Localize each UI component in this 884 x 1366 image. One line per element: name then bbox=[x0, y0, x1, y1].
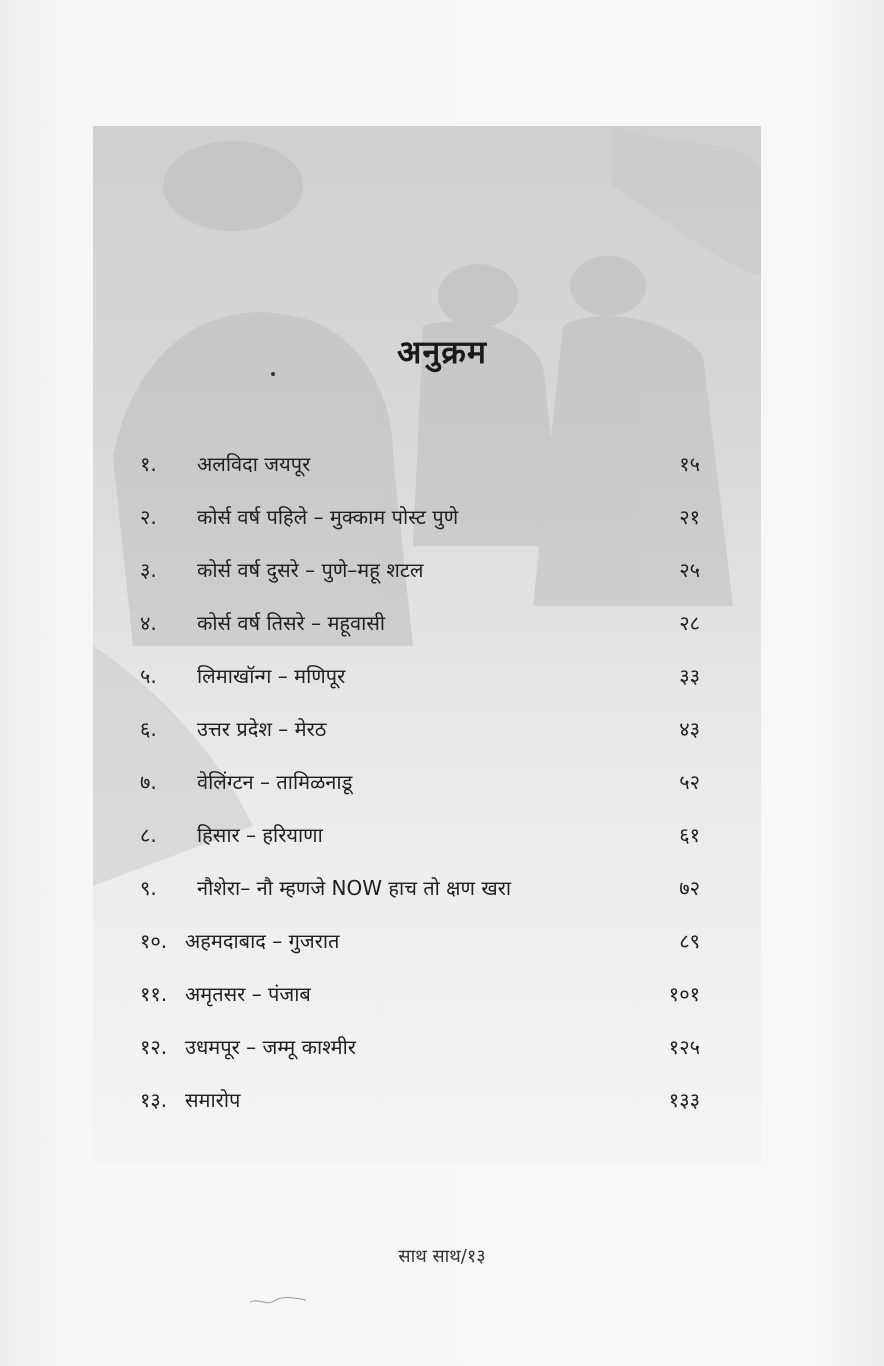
toc-row bbox=[140, 768, 700, 808]
page-number: १५ bbox=[679, 452, 700, 476]
toc-row bbox=[140, 927, 700, 967]
chapter-title: कोर्स वर्ष पहिले – मुक्काम पोस्ट पुणे bbox=[197, 505, 459, 529]
chapter-title: अहमदाबाद – गुजरात bbox=[185, 929, 340, 953]
chapter-number: १. bbox=[140, 452, 157, 476]
chapter-title: कोर्स वर्ष दुसरे – पुणे–महू शटल bbox=[197, 558, 424, 582]
chapter-title: लिमाखॉन्ग – मणिपूर bbox=[197, 664, 346, 688]
chapter-title: नौशेरा– नौ म्हणजे NOW हाच तो क्षण खरा bbox=[197, 876, 512, 900]
toc-row bbox=[140, 450, 700, 490]
toc-row bbox=[140, 715, 700, 755]
chapter-number: ८. bbox=[140, 823, 157, 847]
ink-dot bbox=[271, 372, 275, 376]
page-number: ५२ bbox=[679, 770, 700, 794]
toc-row bbox=[140, 821, 700, 861]
chapter-number: १२. bbox=[140, 1035, 168, 1059]
page-number: २१ bbox=[679, 505, 700, 529]
page-number: १२५ bbox=[668, 1035, 700, 1059]
toc-row bbox=[140, 503, 700, 543]
chapter-number: २. bbox=[140, 505, 157, 529]
page-number: २५ bbox=[679, 558, 700, 582]
chapter-number: १३. bbox=[140, 1088, 168, 1112]
page-number: १०१ bbox=[668, 982, 700, 1006]
chapter-number: ३. bbox=[140, 558, 157, 582]
page-number: १३३ bbox=[668, 1088, 700, 1112]
toc-row bbox=[140, 1086, 700, 1126]
chapter-number: ५. bbox=[140, 664, 157, 688]
page-title: अनुक्रम bbox=[397, 333, 487, 371]
page-number: ८९ bbox=[679, 929, 700, 953]
toc-row bbox=[140, 556, 700, 596]
chapter-number: ९. bbox=[140, 876, 157, 900]
toc-row bbox=[140, 1033, 700, 1073]
chapter-title: अलविदा जयपूर bbox=[197, 452, 311, 476]
ink-smudge bbox=[248, 1294, 308, 1308]
page-number: ६१ bbox=[679, 823, 700, 847]
chapter-title: उत्तर प्रदेश – मेरठ bbox=[197, 717, 327, 741]
page-footer: साथ साथ/१३ bbox=[398, 1246, 486, 1267]
chapter-title: समारोप bbox=[185, 1088, 241, 1112]
chapter-number: ४. bbox=[140, 611, 157, 635]
page-number: २८ bbox=[679, 611, 700, 635]
toc-row bbox=[140, 662, 700, 702]
chapter-number: १०. bbox=[140, 929, 168, 953]
toc-row bbox=[140, 980, 700, 1020]
page-number: ३३ bbox=[679, 664, 700, 688]
toc-row bbox=[140, 609, 700, 649]
chapter-title: उधमपूर – जम्मू काश्मीर bbox=[185, 1035, 356, 1059]
chapter-title: कोर्स वर्ष तिसरे – महूवासी bbox=[197, 611, 386, 635]
chapter-title: अमृतसर – पंजाब bbox=[185, 982, 311, 1006]
page-number: ७२ bbox=[679, 876, 700, 900]
chapter-number: ११. bbox=[140, 982, 168, 1006]
chapter-title: वेलिंग्टन – तामिळनाडू bbox=[197, 770, 353, 794]
page-number: ४३ bbox=[679, 717, 700, 741]
chapter-number: ६. bbox=[140, 717, 157, 741]
chapter-number: ७. bbox=[140, 770, 157, 794]
toc-row bbox=[140, 874, 700, 914]
chapter-title: हिसार – हरियाणा bbox=[197, 823, 323, 847]
